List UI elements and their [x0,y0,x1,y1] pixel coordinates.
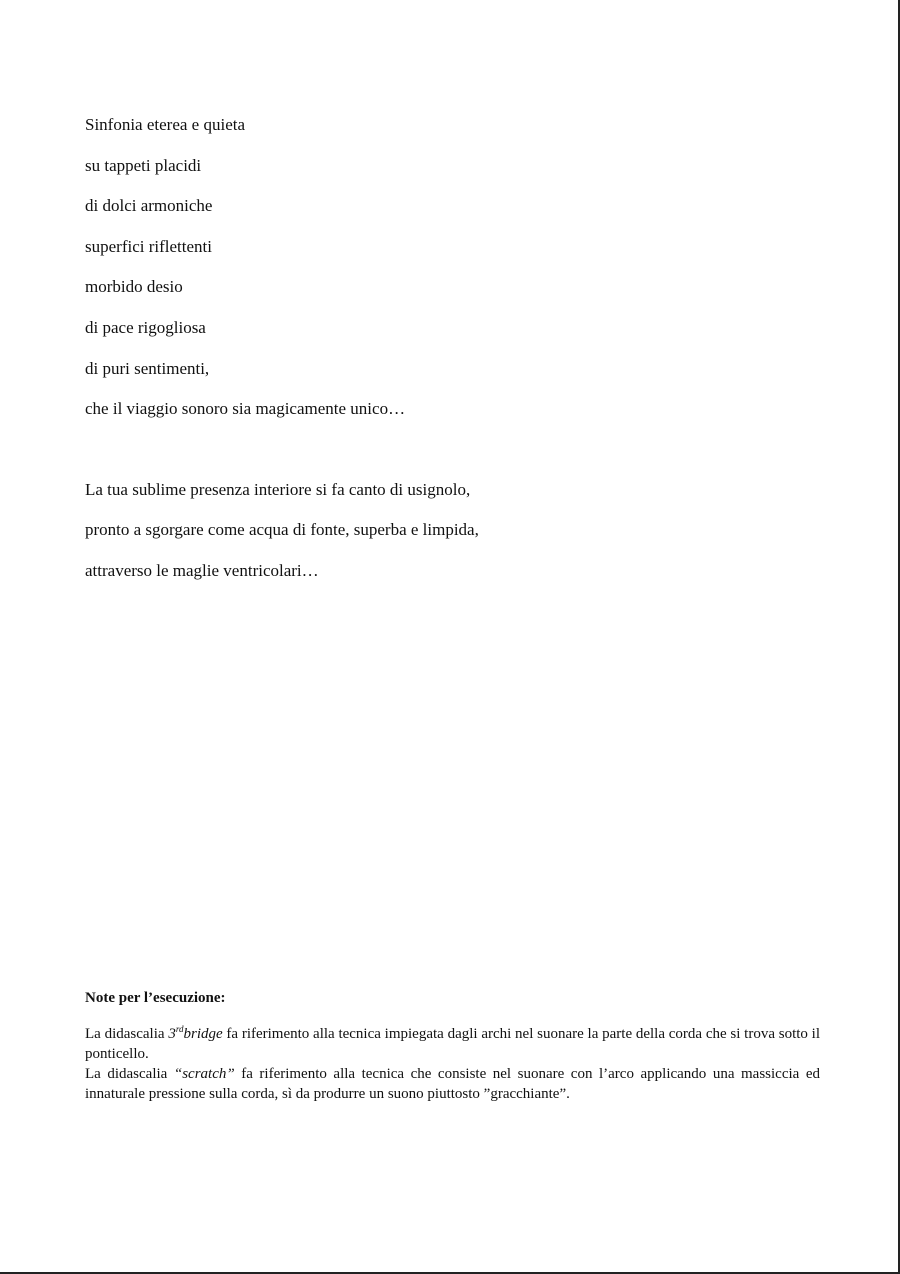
poem-stanza-2 [85,477,825,599]
note-suffix: fa riferimento alla tecnica impiegata dagli archi nel suonare la parte della corda che si trova sotto il ponticello. [85,1026,820,1062]
note-term-number: 3 [168,1026,176,1042]
stanza-gap [85,437,825,477]
note-scratch [85,1064,820,1104]
poem-stanza-1 [85,112,825,437]
poem-line: che il viaggio sonoro sia magicamente unico… [85,399,406,419]
note-term-superscript: rd [175,1024,184,1034]
poem-line: di dolci armoniche [85,196,213,216]
performance-notes [85,988,820,1104]
notes-title: Note per l’esecuzione: [85,990,226,1006]
note-term-word: bridge [183,1026,223,1042]
note-term [168,1026,222,1042]
poem-line: di pace rigogliosa [85,317,206,337]
poem-line: superfici riflettenti [85,236,212,256]
note-prefix: La didascalia [85,1026,169,1042]
poem-line: Sinfonia eterea e quieta [85,115,246,134]
note-3rd-bridge [85,1024,820,1064]
poem-line: pronto a sgorgare come acqua di fonte, superba e limpida, [85,520,479,540]
poem-line: di puri sentimenti, [85,358,210,378]
poem-line: attraverso le maglie ventricolari… [85,560,319,580]
poem-line: morbido desio [85,277,183,297]
note-suffix: fa riferimento alla tecnica che consiste nel suonare con l’arco applicando una massiccia ed innaturale pressione sulla corda, sì da produrre un suono piuttosto ”gracchiante”. [85,1066,821,1102]
poem-line: La tua sublime presenza interiore si fa canto di usignolo, [85,479,471,499]
note-prefix: La didascalia [85,1066,174,1082]
note-term: “scratch” [173,1066,235,1082]
poem-line: su tappeti placidi [85,155,202,175]
poem [85,112,825,599]
